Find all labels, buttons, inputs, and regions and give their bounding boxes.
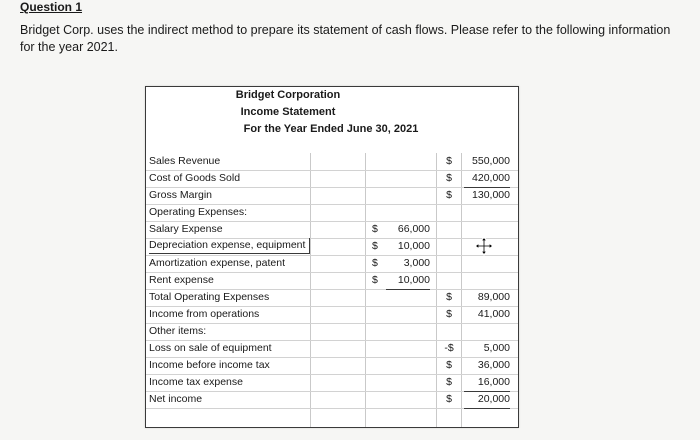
- dollar-sign: $: [372, 223, 378, 235]
- company-name: Bridget Corporation: [235, 89, 341, 101]
- row-label: Income tax expense: [149, 376, 243, 388]
- amount-total: 420,000: [464, 170, 510, 188]
- amount-detail: 3,000: [403, 257, 430, 269]
- row-label: Other items:: [149, 325, 207, 337]
- dollar-sign: $: [446, 393, 452, 405]
- row-label: Gross Margin: [149, 189, 213, 201]
- row-net-income: [146, 391, 518, 409]
- row-depreciation-expense: [146, 238, 518, 256]
- row-label: Salary Expense: [149, 223, 223, 235]
- row-label: Rent expense: [149, 274, 214, 286]
- amount-total: 130,000: [472, 189, 510, 201]
- dollar-sign: -$: [444, 342, 454, 354]
- amount-detail: 66,000: [397, 223, 430, 235]
- row-label: Cost of Goods Sold: [149, 172, 241, 184]
- question-intro: Bridget Corp. uses the indirect method to prepare its statement of cash flows. Please refer to the following information for the year 2021.: [20, 23, 671, 54]
- amount-total: 20,000: [464, 391, 510, 409]
- row-rent-expense: [146, 272, 518, 290]
- dollar-sign: $: [446, 376, 452, 388]
- row-sales-revenue: [146, 153, 518, 171]
- row-label: Total Operating Expenses: [149, 291, 270, 303]
- dollar-sign: $: [446, 308, 452, 320]
- dollar-sign: $: [446, 291, 452, 303]
- dollar-sign: $: [372, 257, 378, 269]
- row-loss-on-sale: [146, 340, 518, 358]
- row-label: Sales Revenue: [149, 155, 221, 167]
- row-label: Amortization expense, patent: [149, 257, 285, 269]
- row-gross-margin: [146, 187, 518, 205]
- row-other-items-header: [146, 323, 518, 341]
- question-label: Question 1: [20, 0, 83, 14]
- row-income-tax-expense: [146, 374, 518, 392]
- income-statement-sheet: [145, 86, 519, 428]
- dollar-sign: $: [372, 240, 378, 252]
- row-label: Depreciation expense, equipment: [149, 238, 310, 254]
- row-label: Income before income tax: [149, 359, 270, 371]
- amount-total: 16,000: [464, 374, 510, 392]
- row-total-operating-expenses: [146, 289, 518, 307]
- row-amortization-expense: [146, 255, 518, 273]
- dollar-sign: $: [446, 359, 452, 371]
- dollar-sign: $: [446, 172, 452, 184]
- move-cursor-icon: [474, 236, 494, 256]
- row-label: Income from operations: [149, 308, 260, 320]
- statement-title: Income Statement: [240, 106, 336, 118]
- amount-detail: 10,000: [386, 272, 430, 290]
- dollar-sign: $: [372, 274, 378, 286]
- statement-period: For the Year Ended June 30, 2021: [243, 123, 419, 135]
- row-label: Loss on sale of equipment: [149, 342, 272, 354]
- row-operating-expenses-header: [146, 204, 518, 222]
- amount-total: 550,000: [472, 155, 510, 167]
- statement-grid: [146, 153, 518, 427]
- row-salary-expense: [146, 221, 518, 239]
- row-label: Net income: [149, 393, 203, 405]
- row-income-from-operations: [146, 306, 518, 324]
- dollar-sign: $: [446, 155, 452, 167]
- dollar-sign: $: [446, 189, 452, 201]
- amount-total: 41,000: [477, 308, 510, 320]
- row-cost-of-goods-sold: [146, 170, 518, 188]
- amount-total: 36,000: [477, 359, 510, 371]
- amount-detail: 10,000: [397, 240, 430, 252]
- row-label: Operating Expenses:: [149, 206, 248, 218]
- row-income-before-tax: [146, 357, 518, 375]
- amount-total: 5,000: [483, 342, 510, 354]
- amount-total: 89,000: [477, 291, 510, 303]
